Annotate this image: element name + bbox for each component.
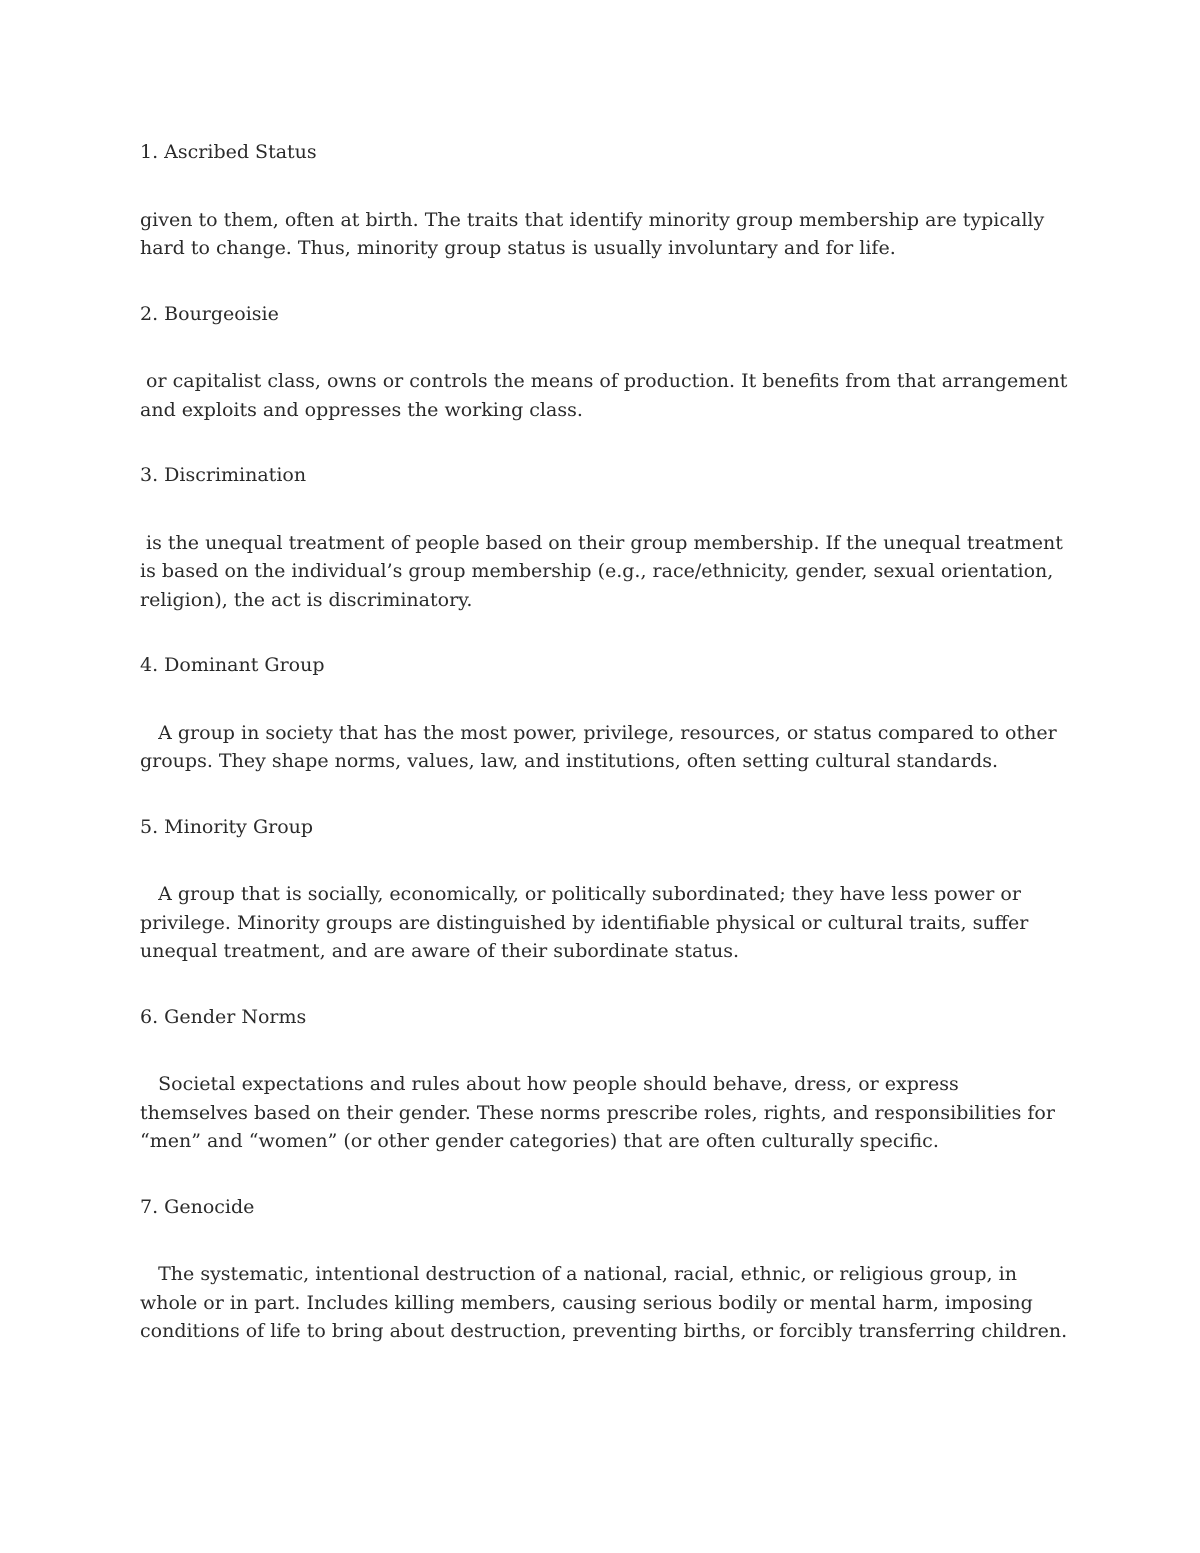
document-page — [140, 138, 1074, 1346]
term-heading-minority-group: 5. Minority Group — [140, 815, 314, 838]
term-heading-ascribed-status: 1. Ascribed Status — [140, 141, 317, 163]
term-definition-gender-norms: Societal expectations and rules about how people should behave, dress, or express themselves based on their gender. These norms prescribe roles, rights, and responsibilities for “men” and “women” (or other gender categories) that are often culturally specific. — [140, 1073, 1061, 1152]
term-heading-discrimination: 3. Discrimination — [140, 464, 307, 486]
term-definition-genocide: The systematic, intentional destruction of a national, racial, ethnic, or religious group, in whole or in part. Includes killing members, causing serious bodily or mental harm, imposing conditions of life to bring about destruction, preventing births, or forcibly transferring children. — [140, 1263, 1068, 1342]
term-heading-gender-norms: 6. Gender Norms — [140, 1005, 307, 1028]
term-heading-genocide: 7. Genocide — [140, 1195, 255, 1218]
term-heading-dominant-group: 4. Dominant Group — [140, 654, 325, 676]
term-definition-discrimination: is the unequal treatment of people based on their group membership. If the unequal treatment is based on the individual’s group membership (e.g., race/ethnicity, gender, sexual orientation, religion), the act is discriminatory. — [140, 531, 1069, 611]
term-definition-bourgeoisie: or capitalist class, owns or controls the means of production. It benefits from that arrangement and exploits and oppresses the working class. — [140, 370, 1074, 421]
term-heading-bourgeoisie: 2. Bourgeoisie — [140, 302, 279, 325]
term-definition-minority-group: A group that is socially, economically, or politically subordinated; they have less power or privilege. Minority groups are distinguished by identifiable physical or cultural traits, suffer unequal treatment, and are aware of their subordinate status. — [140, 883, 1035, 962]
term-definition-dominant-group: A group in society that has the most power, privilege, resources, or status compared to other groups. They shape norms, values, law, and institutions, often setting cultural standards. — [140, 721, 1063, 772]
term-definition-ascribed-status: given to them, often at birth. The traits that identify minority group membership are typically hard to change. Thus, minority group status is usually involuntary and for life. — [140, 208, 1051, 259]
